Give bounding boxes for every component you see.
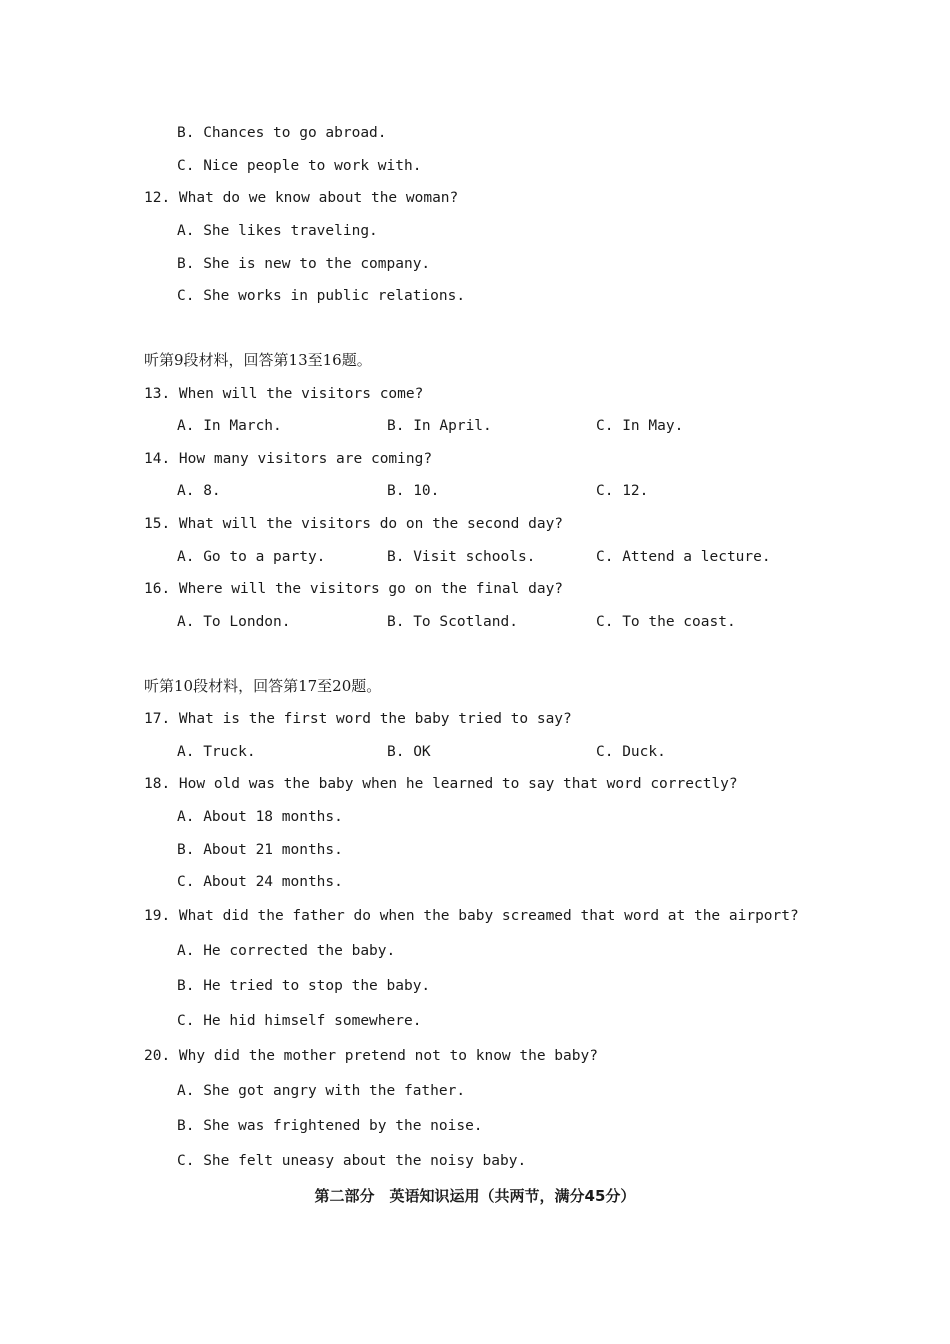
q16-question: 16. Where will the visitors go on the final day? (144, 581, 564, 597)
q13-option-b: B. In April. (387, 418, 492, 434)
q18-option-a: A. About 18 months. (177, 809, 343, 825)
q14-option-c: C. 12. (596, 483, 649, 499)
q12-option-a: A. She likes traveling. (177, 223, 378, 239)
q16-option-a: A. To London. (177, 614, 291, 630)
q19-option-c: C. He hid himself somewhere. (177, 1013, 422, 1029)
q19-option-b: B. He tried to stop the baby. (177, 978, 431, 994)
q12-option-c: C. She works in public relations. (177, 288, 466, 304)
q17-question: 17. What is the first word the baby tried to say? (144, 711, 572, 727)
q14-question: 14. How many visitors are coming? (144, 451, 433, 467)
q13-question: 13. When will the visitors come? (144, 386, 424, 402)
section9-instruction: 听第9段材料，回答第13至16题。 (144, 351, 372, 369)
q11-option-c: C. Nice people to work with. (177, 158, 422, 174)
q12-question: 12. What do we know about the woman? (144, 190, 459, 206)
q20-option-b: B. She was frightened by the noise. (177, 1118, 483, 1134)
section10-instruction: 听第10段材料，回答第17至20题。 (144, 677, 382, 695)
q14-option-b: B. 10. (387, 483, 440, 499)
q16-option-c: C. To the coast. (596, 614, 736, 630)
q20-question: 20. Why did the mother pretend not to know the baby? (144, 1048, 598, 1064)
q13-option-c: C. In May. (596, 418, 684, 434)
q16-option-b: B. To Scotland. (387, 614, 518, 630)
q15-option-a: A. Go to a party. (177, 549, 326, 565)
part2-heading: 第二部分 英语知识运用（共两节，满分45分） (314, 1187, 636, 1205)
q18-question: 18. How old was the baby when he learned to say that word correctly? (144, 776, 738, 792)
q17-option-c: C. Duck. (596, 744, 666, 760)
q17-option-b: B. OK (387, 744, 431, 760)
q20-option-a: A. She got angry with the father. (177, 1083, 466, 1099)
q18-option-c: C. About 24 months. (177, 874, 343, 890)
q14-option-a: A. 8. (177, 483, 221, 499)
q19-option-a: A. He corrected the baby. (177, 943, 396, 959)
q20-option-c: C. She felt uneasy about the noisy baby. (177, 1153, 527, 1169)
q17-option-a: A. Truck. (177, 744, 256, 760)
q12-option-b: B. She is new to the company. (177, 256, 431, 272)
q15-option-b: B. Visit schools. (387, 549, 536, 565)
q15-option-c: C. Attend a lecture. (596, 549, 771, 565)
q19-question: 19. What did the father do when the baby screamed that word at the airport? (144, 908, 799, 924)
q11-option-b: B. Chances to go abroad. (177, 125, 387, 141)
q18-option-b: B. About 21 months. (177, 842, 343, 858)
q13-option-a: A. In March. (177, 418, 282, 434)
q15-question: 15. What will the visitors do on the second day? (144, 516, 564, 532)
